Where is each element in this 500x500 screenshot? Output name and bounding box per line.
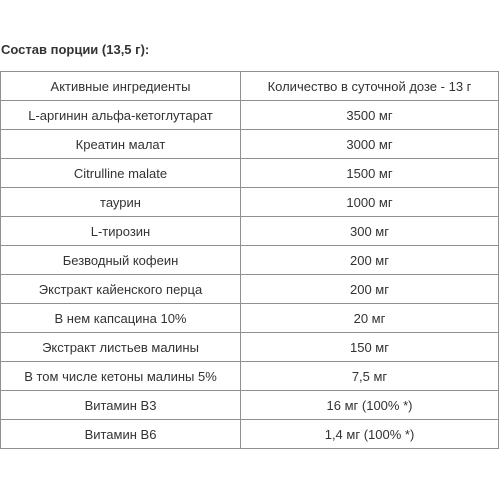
table-row: [1, 333, 499, 362]
ingredient-cell: В нем капсацина 10%: [1, 304, 241, 333]
table-row: [1, 130, 499, 159]
table-row: [1, 188, 499, 217]
amount-cell: 200 мг: [241, 275, 499, 304]
table-row: [1, 420, 499, 449]
ingredient-cell: таурин: [1, 188, 241, 217]
table-row: [1, 275, 499, 304]
amount-cell: 3500 мг: [241, 101, 499, 130]
amount-cell: 3000 мг: [241, 130, 499, 159]
header-ingredients: Активные ингредиенты: [1, 72, 241, 101]
table-row: [1, 159, 499, 188]
ingredient-cell: Креатин малат: [1, 130, 241, 159]
amount-cell: 20 мг: [241, 304, 499, 333]
amount-cell: 300 мг: [241, 217, 499, 246]
amount-cell: 200 мг: [241, 246, 499, 275]
ingredient-cell: Экстракт кайенского перца: [1, 275, 241, 304]
amount-cell: 150 мг: [241, 333, 499, 362]
amount-cell: 1,4 мг (100% *): [241, 420, 499, 449]
ingredient-cell: L-аргинин альфа-кетоглутарат: [1, 101, 241, 130]
serving-composition-heading: Состав порции (13,5 г):: [1, 42, 150, 57]
ingredient-cell: Витамин В3: [1, 391, 241, 420]
amount-cell: 7,5 мг: [241, 362, 499, 391]
ingredient-cell: Витамин В6: [1, 420, 241, 449]
ingredient-cell: L-тирозин: [1, 217, 241, 246]
table-row: [1, 246, 499, 275]
ingredient-cell: В том числе кетоны малины 5%: [1, 362, 241, 391]
amount-cell: 1500 мг: [241, 159, 499, 188]
header-daily-amount: Количество в суточной дозе - 13 г: [241, 72, 499, 101]
ingredients-table: [0, 71, 499, 449]
table-row: [1, 217, 499, 246]
table-row: [1, 391, 499, 420]
table-row: [1, 101, 499, 130]
ingredient-cell: Экстракт листьев малины: [1, 333, 241, 362]
ingredient-cell: Безводный кофеин: [1, 246, 241, 275]
amount-cell: 16 мг (100% *): [241, 391, 499, 420]
table-header-row: [1, 72, 499, 101]
table-row: [1, 304, 499, 333]
ingredient-cell: Citrulline malate: [1, 159, 241, 188]
amount-cell: 1000 мг: [241, 188, 499, 217]
table-row: [1, 362, 499, 391]
